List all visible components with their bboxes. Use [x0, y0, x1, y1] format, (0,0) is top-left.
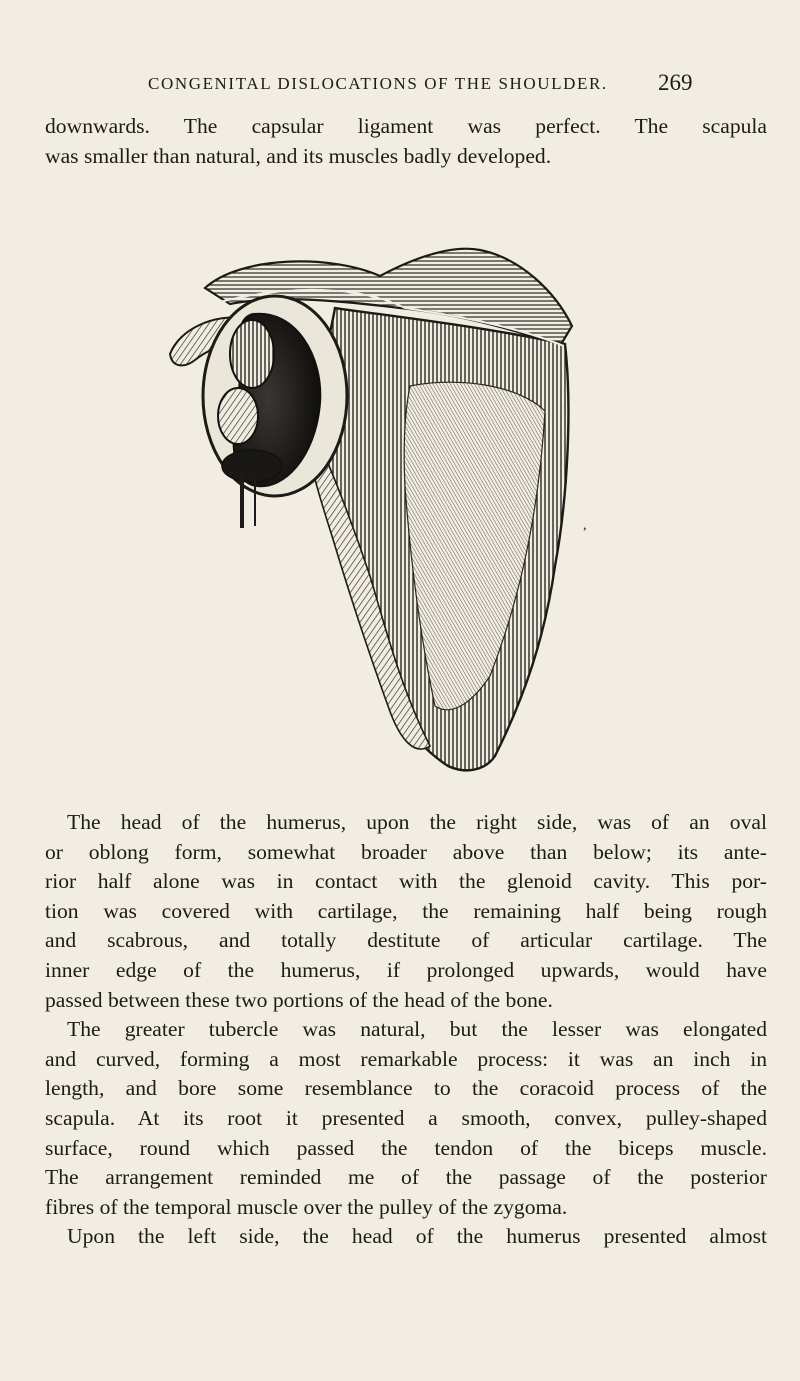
- humeral-head-lower: [222, 450, 282, 482]
- running-title: CONGENITAL DISLOCATIONS OF THE SHOULDER.: [148, 74, 608, 93]
- text-line: was smaller than natural, and its muscles badly developed.: [45, 143, 552, 168]
- text-line: fibres of the temporal muscle over the pulley of the zygoma.: [45, 1194, 568, 1219]
- text-line: inner edge of the humerus, if prolonged upwards, would have: [45, 957, 767, 982]
- text-line: passed between these two portions of the head of the bone.: [45, 987, 553, 1012]
- main-text: [45, 808, 767, 1252]
- text-line: tion was covered with cartilage, the remaining half being rough: [45, 898, 767, 923]
- opening-paragraph: [45, 112, 767, 171]
- text-line: downwards. The capsular ligament was perfect. The scapula: [45, 114, 767, 138]
- text-line: and curved, forming a most remarkable process: it was an inch in: [45, 1046, 767, 1071]
- text-line: The head of the humerus, upon the right side, was of an oval: [67, 810, 767, 834]
- humeral-head-upper: [230, 320, 274, 388]
- stray-mark: ,: [583, 518, 587, 533]
- running-head: [0, 70, 800, 100]
- text-line: The greater tubercle was natural, but the lesser was elongated: [67, 1017, 767, 1042]
- text-line: The arrangement reminded me of the passage of the posterior: [45, 1165, 767, 1190]
- text-line: length, and bore some resemblance to the coracoid process of the: [45, 1076, 767, 1101]
- scapula-engraving: [160, 236, 590, 776]
- text-line: rior half alone was in contact with the glenoid cavity. This por-: [45, 869, 767, 894]
- text-line: scapula. At its root it presented a smooth, convex, pulley-shaped: [45, 1105, 767, 1130]
- text-line: and scabrous, and totally destitute of articular cartilage. The: [45, 928, 767, 953]
- page-number: 269: [658, 70, 693, 95]
- text-line: or oblong form, somewhat broader above than below; its ante-: [45, 839, 767, 864]
- text-line: Upon the left side, the head of the humerus presented almost: [67, 1224, 767, 1249]
- humeral-head-middle: [218, 388, 258, 444]
- scapula-illustration: [160, 236, 590, 776]
- text-line: surface, round which passed the tendon of the biceps muscle.: [45, 1135, 767, 1160]
